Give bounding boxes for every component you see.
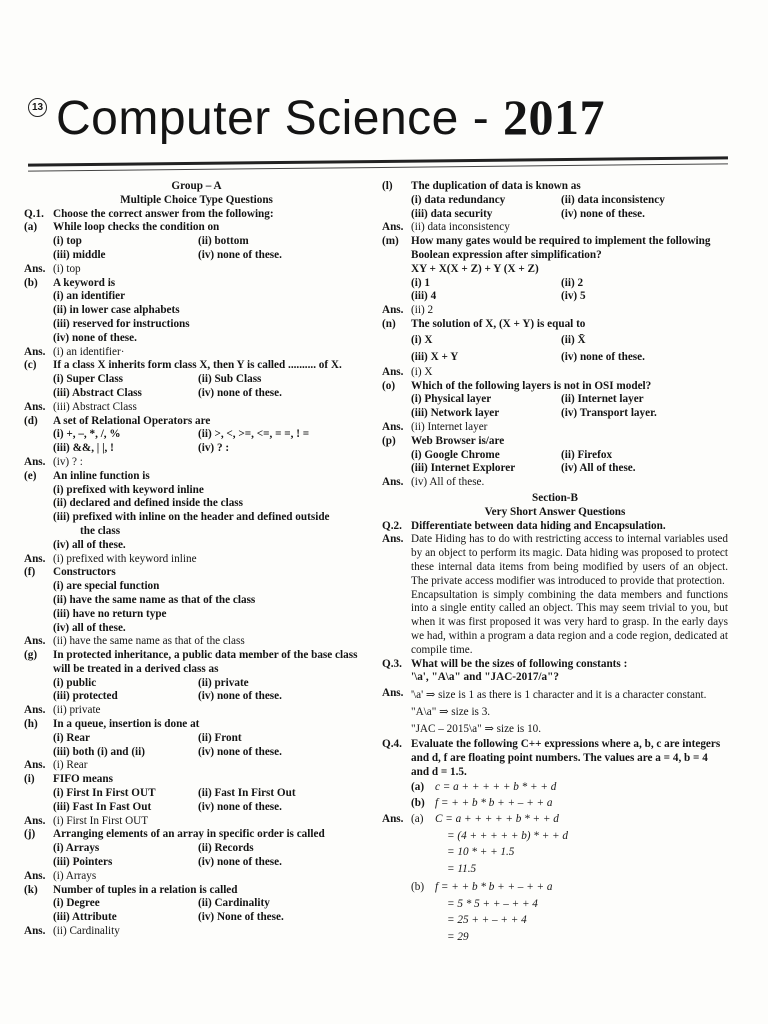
mcq-i-answer: Ans. (i) First In First OUT	[24, 814, 149, 827]
mcq-a-answer: Ans. (i) top	[24, 262, 81, 275]
mcq-m: (m) How many gates would be required to implement the following Boolean expression after simplification?	[382, 235, 711, 261]
mcq-h: (h) In a queue, insertion is done at	[24, 718, 200, 731]
question-q2: Q.2. Differentiate between data hiding and Encapsulation.	[382, 519, 666, 532]
mcq-o-answer: Ans. (ii) Internet layer	[382, 420, 488, 433]
mcq-d-options: (i) +, –, *, /, % (ii) >, <, >=, <=, = =, ! = (iii) &&, | |, ! (iv) ? :	[53, 428, 310, 455]
mcq-n: (n) The solution of X, (X + Y) is equal to	[382, 317, 586, 330]
mcq-g-answer: Ans. (ii) private	[24, 704, 101, 717]
page-title	[56, 88, 605, 146]
q4-part-a: (a) c = a + + + + + b * + + d	[411, 781, 557, 794]
mcq-b-option-3: (iii) reserved for instructions	[53, 317, 190, 330]
q4-answer-a: Ans. (a) C = a + + + + + b * + + d = (4 + + + + + b) * + + d = 10 * + + 1.5 = 11.5	[382, 813, 568, 875]
mcq-p-options: (i) Google Chrome (ii) Firefox (iii) Internet Explorer (iv) All of these.	[411, 448, 636, 475]
left-column	[24, 180, 369, 939]
mcq-h-options: (i) Rear (ii) Front (iii) both (i) and (ii) (iv) none of these.	[53, 731, 282, 758]
mcq-c-answer: Ans. (iii) Abstract Class	[24, 400, 137, 413]
title-year: 2017	[503, 89, 606, 145]
mcq-o-options: (i) Physical layer (ii) Internet layer (iii) Network layer (iv) Transport layer.	[411, 393, 657, 420]
mcq-m-expression: XY + X(X + Z) + Y (X + Z)	[411, 262, 539, 275]
mcq-c-options: (i) Super Class (ii) Sub Class (iii) Abstract Class (iv) none of these.	[53, 373, 282, 399]
mcq-f-option-3: (iii) have no return type	[53, 607, 167, 620]
mcq-j: (j) Arranging elements of an array in specific order is called	[24, 828, 325, 841]
mcq-m-answer: Ans. (ii) 2	[382, 304, 434, 317]
mcq-d: (d) A set of Relational Operators are	[24, 414, 211, 427]
mcq-g-options: (i) public (ii) private (iii) protected (iv) none of these.	[53, 676, 282, 703]
mcq-k-answer: Ans. (ii) Cardinality	[24, 925, 120, 938]
mcq-k-options: (i) Degree (ii) Cardinality (iii) Attribute (iv) None of these.	[53, 897, 284, 924]
mcq-b-option-4: (iv) none of these.	[53, 331, 137, 344]
mcq-l: (l) The duplication of data is known as	[382, 180, 581, 192]
mcq-i-options: (i) First In First OUT (ii) Fast In First Out (iii) Fast In Fast Out (iv) none of these.	[53, 787, 296, 813]
mcq-b-option-1: (i) an identifier	[53, 290, 126, 303]
section-title: Section-B	[532, 491, 578, 504]
q3-answer-3: "JAC – 2015\a" ⇒ size is 10.	[411, 723, 542, 736]
mcq-e-option-3: (iii) prefixed with inline on the header and defined outside	[53, 511, 330, 524]
mcq-p: (p) Web Browser is/are	[382, 434, 505, 447]
mcq-e-option-4: (iv) all of these.	[53, 538, 126, 551]
mcq-m-options: (i) 1 (ii) 2 (iii) 4 (iv) 5	[411, 276, 586, 303]
q4-part-b: (b) f = + + b * b + + – + + a	[411, 797, 553, 810]
section-subtitle: Very Short Answer Questions	[484, 505, 626, 518]
mcq-n-answer: Ans. (i) X	[382, 365, 433, 378]
mcq-l-options: (i) data redundancy (ii) data inconsistency (iii) data security (iv) none of these.	[411, 193, 665, 220]
q3-answer-2: "A\a" ⇒ size is 3.	[411, 706, 491, 719]
title-text: Computer Science -	[56, 92, 504, 145]
question-q3: Q.3. What will be the sizes of following constants : '\a', "A\a" and "JAC-2017/a"?	[382, 657, 628, 684]
mcq-j-options: (i) Arrays (ii) Records (iii) Pointers (iv) none of these.	[53, 842, 282, 869]
q3-answer-1: '\a' ⇒ size is 1 as there is 1 character and it is a character constant.	[411, 689, 707, 702]
mcq-k: (k) Number of tuples in a relation is called	[24, 883, 238, 896]
q4-answer-b: (b) f = + + b * b + + – + + a = 5 * 5 + + – + + 4 = 25 + + – + + 4 = 29	[411, 881, 553, 943]
mcq-e-answer: Ans. (i) prefixed with keyword inline	[24, 552, 197, 565]
group-subtitle: Multiple Choice Type Questions	[120, 193, 273, 206]
question-q4: Q.4. Evaluate the following C++ expressions where a, b, c are integers and d, f are floating point numbers. The values are a = 4, b = 4 and d = 1.5.	[382, 738, 721, 778]
mcq-b-option-2: (ii) in lower case alphabets	[53, 304, 180, 317]
q3-answer: Ans. '\a' ⇒ size is 1 as there is 1 character and it is a character constant. "A\a" ⇒ size is 3. "JAC – 2015\a" ⇒ size is 10.	[382, 687, 728, 738]
q2-answer-para-2: Encapsultation is simply combining the data members and functions into a single entity called an object. This may seem trivial to you, but when it was first proposed it was very hard to grasp. In the early days we had, within a program a data region and a code region, dedicated at compile time.	[411, 588, 728, 656]
mcq-a: (a) While loop checks the condition on	[24, 221, 220, 234]
mcq-l-answer: Ans. (ii) data inconsistency	[382, 221, 510, 234]
mcq-p-answer: Ans. (iv) All of these.	[382, 476, 485, 489]
mcq-e-option-2: (ii) declared and defined inside the class	[53, 497, 243, 510]
mcq-i: (i) FIFO means	[24, 773, 113, 786]
mcq-e-option-1: (i) prefixed with keyword inline	[53, 483, 204, 496]
mcq-n-options: (i) X (ii) X̄ (iii) X + Y (iv) none of these.	[411, 333, 645, 363]
mcq-a-options: (i) top (ii) bottom (iii) middle (iv) none of these.	[53, 235, 282, 261]
mcq-f-answer: Ans. (ii) have the same name as that of the class	[24, 635, 245, 648]
right-column	[382, 180, 728, 945]
group-title: Group – A	[171, 180, 222, 192]
q2-answer-para-1: Date Hiding has to do with restricting access to internal variables used by an object to perform its magic. Data hiding was proposed to protect these internal data items from being modified by users of an object. The private access modifier was introduced to provide that protection.	[411, 533, 728, 587]
mcq-e: (e) An inline function is	[24, 469, 150, 482]
q2-answer: Ans. Date Hiding has to do with restricting access to internal variables used by an object to perform its magic. Data hiding was proposed to protect these internal data items from being modified by users of an object. The private access modifier was introduced to provide that protection. Encapsultation is simply combining the data members and functions into a single entity called an object. This may seem trivial to you, but when it was first proposed it was very hard to grasp. In the early days we had, within a program a data region and a code region, dedicated at compile time.	[382, 533, 728, 656]
mcq-b: (b) A keyword is	[24, 276, 116, 289]
mcq-f-option-1: (i) are special function	[53, 580, 160, 593]
mcq-e-option-3-cont: the class	[80, 524, 121, 537]
question-q1: Q.1. Choose the correct answer from the following:	[24, 207, 274, 220]
mcq-o: (o) Which of the following layers is not in OSI model?	[382, 379, 652, 392]
mcq-g: (g) In protected inheritance, a public data member of the base class will be treated in a derived class as	[24, 649, 358, 675]
mcq-b-answer: Ans. (i) an identifier·	[24, 345, 125, 358]
mcq-j-answer: Ans. (i) Arrays	[24, 869, 97, 882]
page-number: 13	[28, 98, 47, 117]
mcq-f: (f) Constructors	[24, 566, 116, 579]
mcq-c: (c) If a class X inherits form class X, then Y is called .......... of X.	[24, 359, 342, 372]
mcq-d-answer: Ans. (iv) ? :	[24, 455, 83, 468]
mcq-h-answer: Ans. (i) Rear	[24, 759, 88, 772]
page-header	[28, 88, 728, 158]
mcq-f-option-4: (iv) all of these.	[53, 621, 126, 634]
mcq-f-option-2: (ii) have the same name as that of the class	[53, 593, 256, 606]
